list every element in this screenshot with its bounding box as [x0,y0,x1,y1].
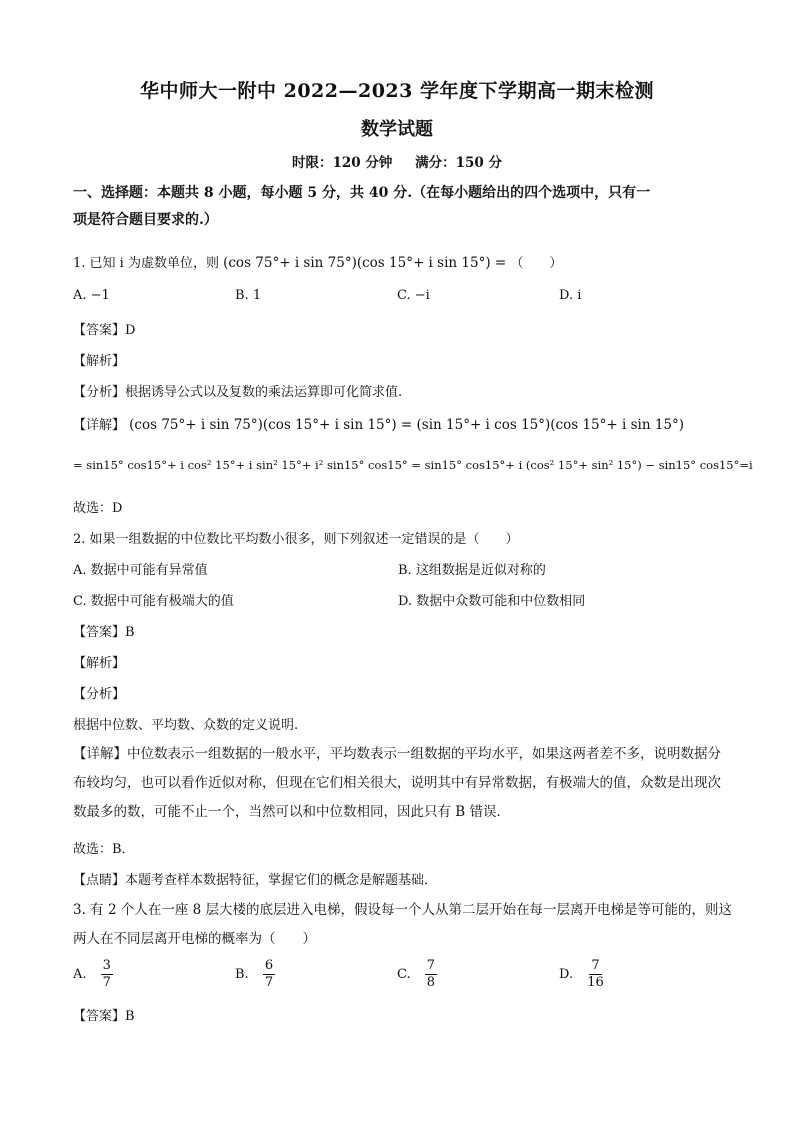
q2-option-d: D. 数据中众数可能和中位数相同 [398,594,586,609]
q1-options [73,288,734,303]
q1-choose: 故选：D [73,501,123,516]
q3-option-c-numerator: 7 [426,958,436,973]
q1-detail [73,414,734,433]
q1-option-b: B. 1 [235,288,262,303]
page-subtitle: 数学试题 [361,119,433,140]
q3-option-c-denominator: 8 [426,975,436,990]
section-heading [73,180,734,234]
q3-option-a [73,958,235,991]
q3-option-d [559,958,721,991]
q1-option-d: D. i [559,288,582,303]
full-score: 满分：150 分 [415,155,502,171]
q3-option-a-fraction [101,958,113,991]
question-3-stem: 3. 有 2 个人在一座 8 层大楼的底层进入电梯，假设每一个人从第二层开始在每一层离开电梯是等可能的，则这两人在不同层离开电梯的概率为（ ） [73,902,733,947]
q2-options-row2 [73,590,734,609]
q1-analysis-label: 【解析】 [73,354,126,369]
q1-detail-expression-1: (cos 75°+ i sin 75°)(cos 15°+ i sin 15°) = (sin 15°+ i cos 15°)(cos 15°+ i sin 15°) [129,417,685,433]
q1-stem-expression: (cos 75°+ i sin 75°)(cos 15°+ i sin 15°) = [223,255,507,271]
q3-option-d-numerator: 7 [591,958,600,973]
q1-stem-prefix: 1. 已知 i 为虚数单位，则 [73,256,219,271]
q2-comment: 【点睛】本题考查样本数据特征，掌握它们的概念是解题基础． [73,873,438,888]
q3-option-d-denominator: 16 [587,975,604,990]
q1-answer: 【答案】D [73,323,136,338]
q3-option-b-label: B. [235,967,249,982]
question-1-stem [73,252,734,271]
q3-option-d-fraction [587,958,604,991]
q2-fenxi-text: 根据中位数、平均数、众数的定义说明. [73,718,299,733]
q1-detail-expression-2: = sin15° cos15°+ i cos² 15°+ i sin² 15°+ i² sin15° cos15° = sin15° cos15°+ i (cos² 15°+ sin² 15°) − sin15° cos15°=i [73,458,753,472]
q1-fenxi: 【分析】根据诱导公式以及复数的乘法运算即可化简求值. [73,385,403,400]
q3-option-b-denominator: 7 [264,975,274,990]
q3-options [73,958,734,991]
section-heading-line1: 一、选择题：本题共 8 小题，每小题 5 分，共 40 分.（在每小题给出的四个选项中，只有一 [73,185,651,201]
page-title: 华中师大一附中 2022—2023 学年度下学期高一期末检测 [140,80,654,102]
q3-option-b [235,958,397,991]
q3-option-c-fraction [425,958,437,991]
q1-option-c: C. −i [397,288,430,303]
q1-option-a: A. −1 [73,288,110,303]
time-limit: 时限：120 分钟 [292,155,393,171]
q2-options-row1 [73,559,734,578]
q3-option-a-label: A. [73,967,87,982]
q2-option-b: B. 这组数据是近似对称的 [398,563,546,578]
q3-option-a-denominator: 7 [102,975,111,990]
q1-detail-label: 【详解】 [73,418,126,433]
q3-option-c [397,958,559,991]
q3-option-c-label: C. [397,967,411,982]
q2-option-c: C. 数据中可能有极端大的值 [73,594,234,609]
q3-option-b-fraction [263,958,275,991]
q1-stem-paren: （ ） [510,256,563,271]
question-2-stem: 2. 如果一组数据的中位数比平均数小很多，则下列叙述一定错误的是（ ） [73,532,519,547]
q2-choose: 故选：B． [73,842,135,857]
q3-option-a-numerator: 3 [102,958,111,973]
q2-answer: 【答案】B [73,625,135,640]
q2-option-a: A. 数据中可能有异常值 [73,563,208,578]
q2-analysis-label: 【解析】 [73,656,126,671]
q3-option-b-numerator: 6 [264,958,274,973]
section-heading-line2: 项是符合题目要求的.） [73,212,218,228]
q3-option-d-label: D. [559,967,574,982]
q2-detail: 【详解】中位数表示一组数据的一般水平，平均数表示一组数据的平均水平，如果这两者差不多，说明数据分布较均匀，也可以看作近似对称，但现在它们相关很大，说明其中有异常数据，有极端大的值，众数是出现次数最多的数，可能不止一个，当然可以和中位数相同，因此只有 B 错误． [73,746,721,820]
exam-meta [0,151,794,171]
q3-answer: 【答案】B [73,1009,135,1024]
q2-fenxi-label: 【分析】 [73,687,126,702]
